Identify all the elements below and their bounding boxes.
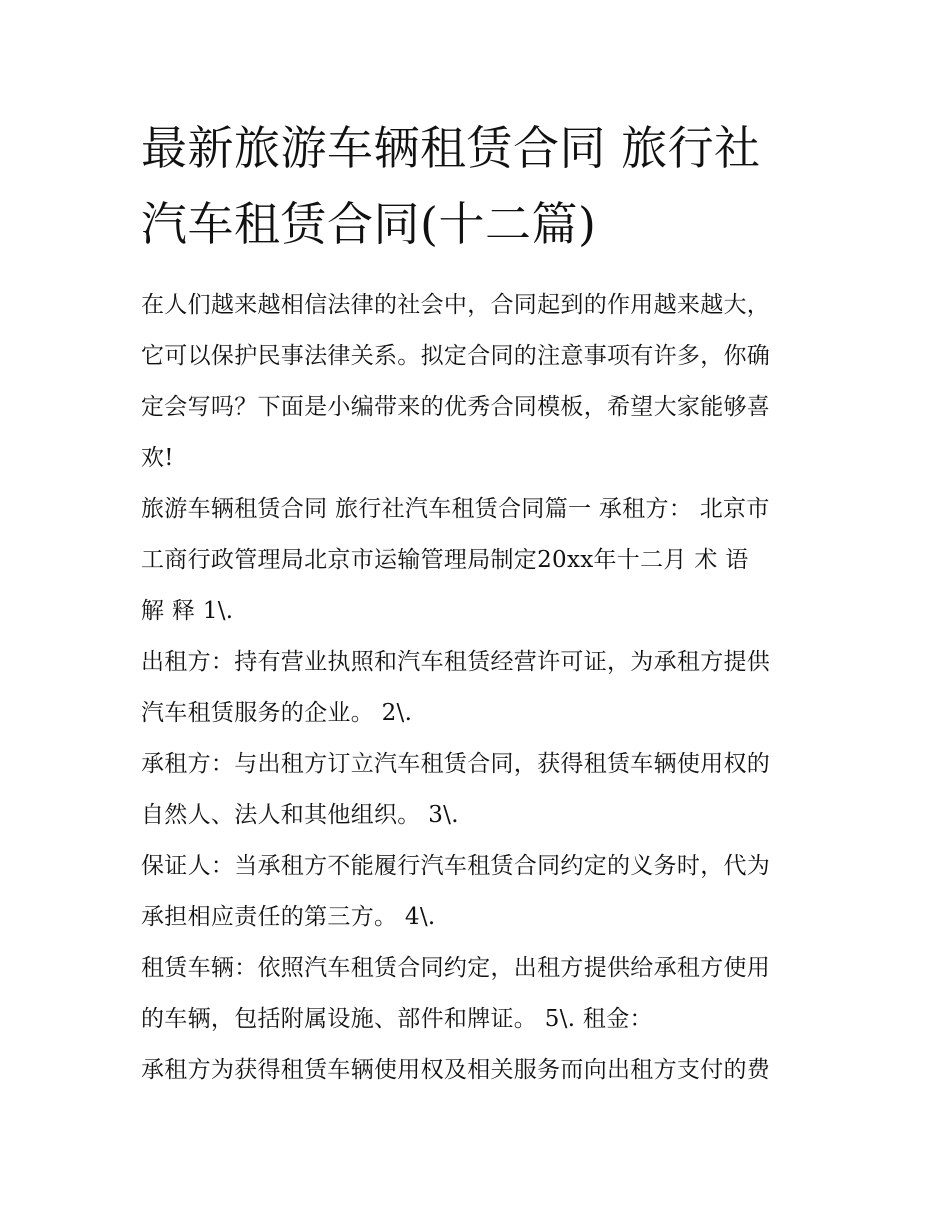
text-line: 保证人：当承租方不能履行汽车租赁合同约定的义务时，代为 [141, 853, 771, 879]
document-title [141, 110, 816, 262]
document-page [141, 110, 816, 1096]
text-line: 租赁车辆：依照汽车租赁合同约定，出租方提供给承租方使用 [141, 955, 771, 981]
text-line: 欢! [141, 445, 174, 471]
text-line: 自然人、法人和其他组织。 3\. [141, 802, 459, 828]
text-line: 的车辆，包括附属设施、部件和牌证。 5\. 租金： [141, 1006, 653, 1032]
text-line: 承担相应责任的第三方。 4\. [141, 904, 436, 930]
paragraph-lessor-definition [141, 637, 816, 739]
text-line: 解 释 1\. [141, 598, 234, 624]
text-line: 旅游车辆租赁合同 旅行社汽车租赁合同篇一 承租方： 北京市 [141, 496, 770, 522]
text-line: 承租方：与出租方订立汽车租赁合同，获得租赁车辆使用权的 [141, 751, 771, 777]
text-line: 工商行政管理局北京市运输管理局制定20xx年十二月 术 语 [141, 547, 749, 573]
paragraph-intro [141, 280, 816, 484]
paragraph-contract-header [141, 484, 816, 637]
text-line: 出租方：持有营业执照和汽车租赁经营许可证，为承租方提供 [141, 649, 771, 675]
text-line: 定会写吗？下面是小编带来的优秀合同模板，希望大家能够喜 [141, 394, 771, 420]
text-line: 在人们越来越相信法律的社会中，合同起到的作用越来越大， [141, 292, 771, 318]
paragraph-lessee-definition [141, 739, 816, 841]
title-line-1: 最新旅游车辆租赁合同 旅行社 [141, 121, 761, 175]
paragraph-guarantor-definition [141, 841, 816, 943]
paragraph-vehicle-definition [141, 943, 816, 1045]
title-line-2: 汽车租赁合同(十二篇) [141, 197, 597, 251]
document-body [141, 280, 816, 1096]
text-line: 承租方为获得租赁车辆使用权及相关服务而向出租方支付的费 [141, 1057, 771, 1083]
text-line: 汽车租赁服务的企业。 2\. [141, 700, 413, 726]
text-line: 它可以保护民事法律关系。拟定合同的注意事项有许多，你确 [141, 343, 771, 369]
paragraph-rent-definition [141, 1045, 816, 1096]
